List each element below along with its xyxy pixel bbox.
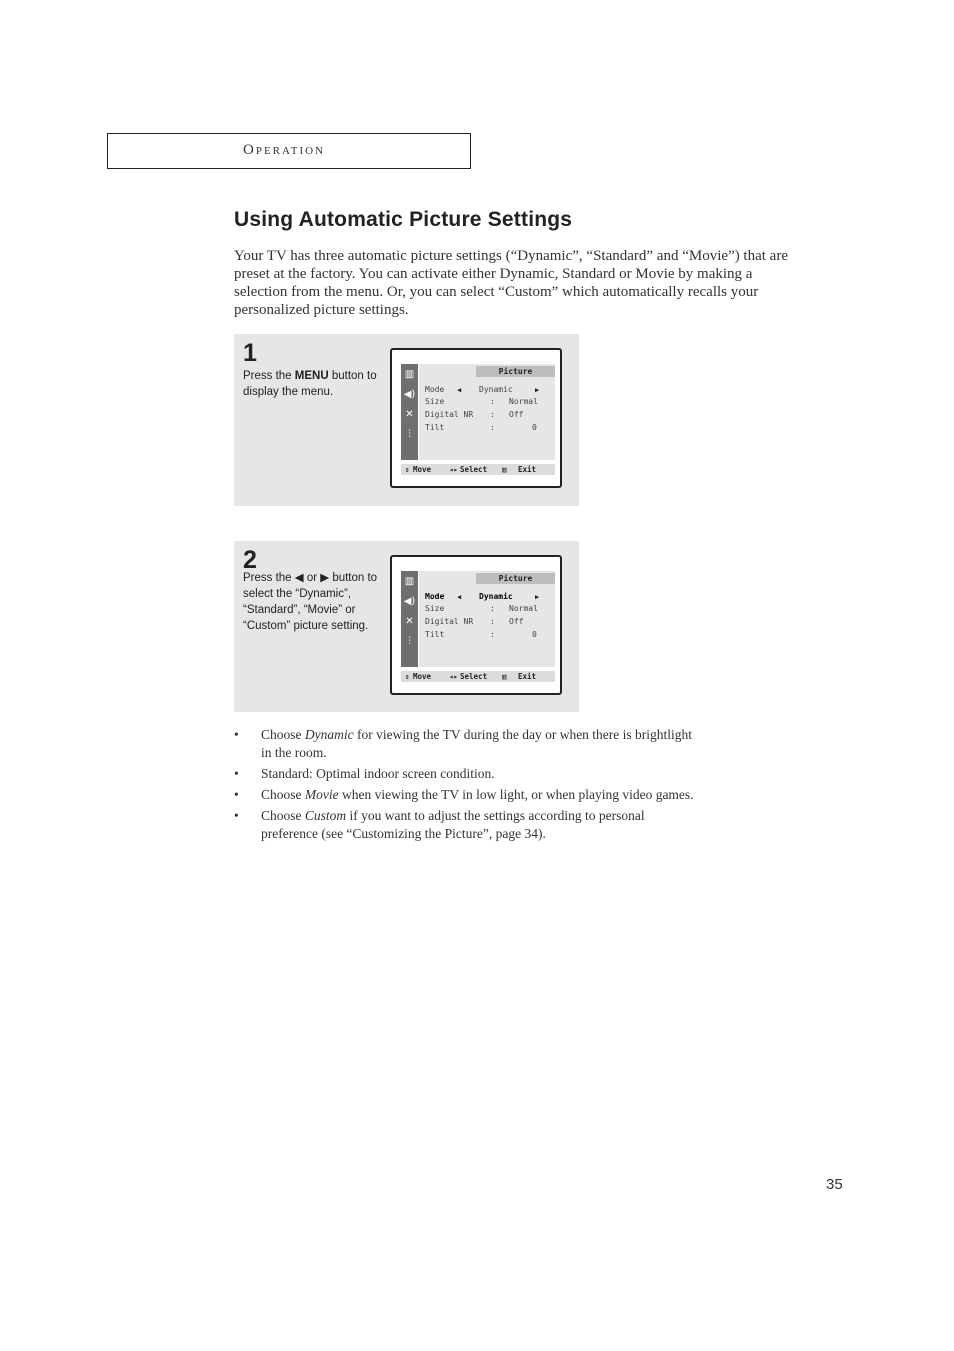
right-arrow-icon: ▶ [320, 572, 330, 584]
osd-row-tilt[interactable]: Tilt : 0 [425, 423, 537, 432]
step-instructions: Press the MENU button to display the menu. [243, 370, 377, 398]
list-item: • Choose Movie when viewing the TV in low light, or when playing video games. [234, 787, 694, 802]
left-arrow-icon: ◀ [294, 572, 304, 584]
step-2-panel [234, 541, 579, 712]
osd-sidebar [401, 571, 418, 667]
list-item: • Choose Custom if you want to adjust the settings according to personal preference (see “Customizing the Picture”, page 34). [234, 808, 645, 841]
osd-footer: ⇕ Move ◂▸ Select ▥ Exit [401, 464, 555, 475]
select-icon: ◂▸ [449, 672, 459, 681]
setup-icon: ⫶ [408, 636, 411, 647]
osd-row-mode[interactable]: Mode ◀ Dynamic ▶ [425, 592, 540, 601]
picture-icon: ▥ [404, 576, 415, 587]
picture-icon: ▥ [404, 369, 415, 380]
list-item: • Choose Dynamic for viewing the TV during the day or when there is brightlight in the room. [234, 727, 693, 760]
channel-icon: ✕ [405, 409, 414, 420]
bullet-list [234, 726, 704, 846]
osd-row-tilt[interactable]: Tilt : 0 [425, 630, 537, 639]
osd-menu-title: Picture [476, 366, 555, 377]
step-1-panel [234, 334, 579, 506]
osd-menu-panel [419, 571, 555, 667]
menu-icon: ▥ [502, 672, 507, 681]
list-item: • Standard: Optimal indoor screen condition. [234, 766, 495, 781]
intro-paragraph: Your TV has three automatic picture settings (“Dynamic”, “Standard” and “Movie”) that are preset at the factory. You can activate either Dynamic, Standard or Movie by making a selection from the menu. Or, you can select “Custom” which automatically recalls your personalized picture settings. [234, 248, 788, 318]
step-instructions: Press the ◀ or ▶ button to select the “Dynamic”, “Standard”, “Movie” or “Custom” picture setting. [243, 572, 378, 632]
osd-menu-panel [419, 364, 555, 460]
right-arrow-icon: ▶ [535, 593, 540, 601]
menu-icon: ▥ [502, 465, 507, 474]
select-icon: ◂▸ [449, 465, 459, 474]
osd-footer: ⇕ Move ◂▸ Select ▥ Exit [401, 671, 555, 682]
osd-menu-title: Picture [476, 573, 555, 584]
osd-row-size[interactable]: Size : Normal [425, 604, 538, 613]
section-label: Operation [243, 142, 326, 158]
tv-screen [390, 555, 562, 695]
page-title: Using Automatic Picture Settings [234, 208, 573, 231]
tv-screen [390, 348, 562, 488]
right-arrow-icon: ▶ [535, 386, 540, 394]
channel-icon: ✕ [405, 616, 414, 627]
osd-row-digital-nr[interactable]: Digital NR : Off [425, 410, 524, 419]
section-header-box [107, 133, 471, 169]
move-icon: ⇕ [405, 465, 410, 474]
left-arrow-icon: ◀ [457, 386, 462, 394]
osd-row-size[interactable]: Size : Normal [425, 397, 538, 406]
menu-button-label: MENU [294, 370, 329, 382]
sound-icon: ◀) [403, 596, 416, 607]
step-number: 2 [243, 546, 257, 574]
osd-row-digital-nr[interactable]: Digital NR : Off [425, 617, 524, 626]
step-number: 1 [243, 339, 257, 367]
left-arrow-icon: ◀ [457, 593, 462, 601]
sound-icon: ◀) [403, 389, 416, 400]
osd-sidebar [401, 364, 418, 460]
osd-row-mode[interactable]: Mode ◀ Dynamic ▶ [425, 385, 540, 394]
page-number: 35 [826, 1176, 843, 1193]
move-icon: ⇕ [405, 672, 410, 681]
setup-icon: ⫶ [408, 429, 411, 440]
